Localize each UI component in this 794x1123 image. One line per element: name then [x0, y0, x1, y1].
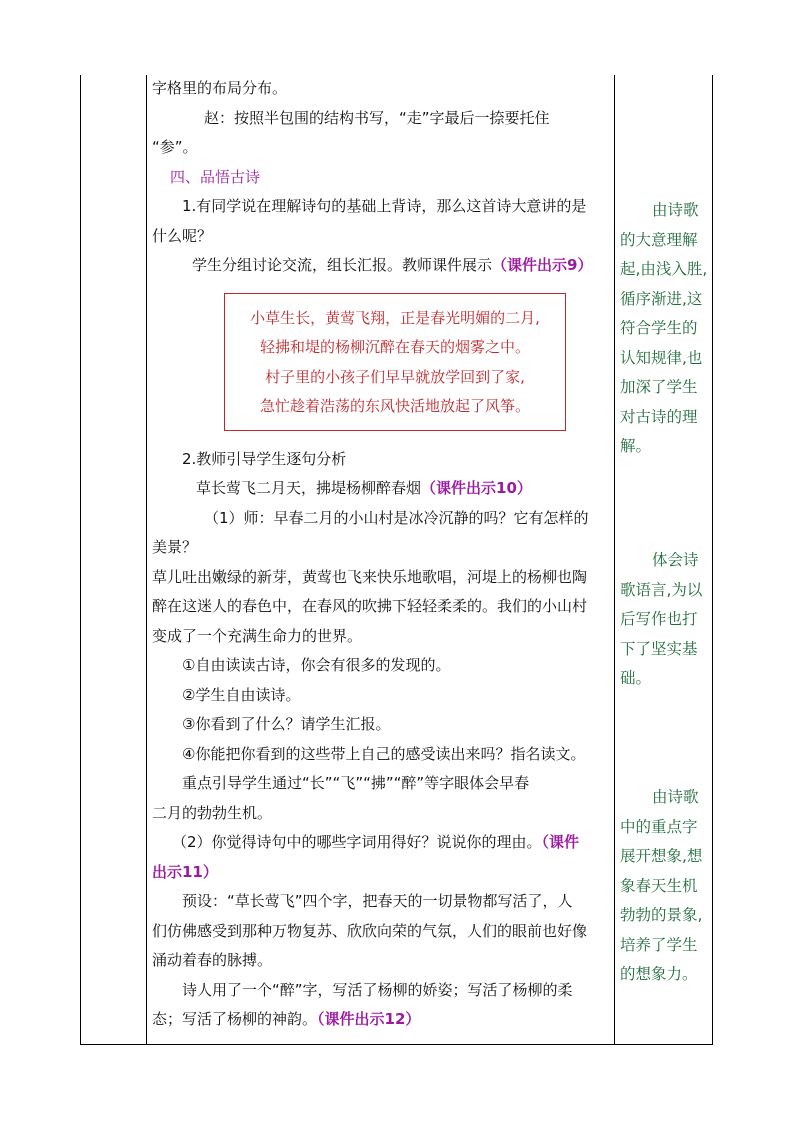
poem-line: 小草生长，黄莺飞翔，正是春光明媚的二月,: [250, 308, 540, 327]
table-border-left: [80, 75, 81, 1045]
note-line: 认知规律,也: [620, 348, 703, 367]
step-item: ③你看到了什么？请学生汇报。: [182, 715, 391, 733]
step-item: ②学生自由读诗。: [182, 685, 301, 704]
design-note-3: [620, 783, 714, 990]
discussion-text: 学生分组讨论交流，组长汇报。教师课件展示: [192, 256, 493, 274]
note-line: 的想象力。: [620, 965, 698, 983]
question-1: 1.有同学说在理解诗句的基础上背诗，那么这首诗大意讲的是: [182, 197, 587, 215]
note-line: 勃勃的景象,: [620, 906, 703, 924]
poem-line: 轻拂和堤的杨柳沉醉在春天的烟雾之中。: [259, 338, 530, 356]
courseware-tag: （课件出示10）: [421, 479, 532, 497]
note-line: 解。: [620, 437, 652, 455]
text-line: “参”。: [152, 138, 198, 156]
courseware-tag: （课件出示12）: [317, 1010, 421, 1028]
text-line: [152, 858, 614, 888]
preset-answer: 预设：“草长莺飞”四个字，把春天的一切景物都写活了，人: [182, 892, 573, 910]
description-line: 变成了一个充满生命力的世界。: [152, 626, 363, 645]
description-line: 草儿吐出嫩绿的新芽，黄莺也飞来快乐地歌唱，河堤上的杨柳也陶: [152, 567, 588, 586]
teacher-question-2: [152, 828, 614, 858]
note-line: 展开想象,想: [620, 847, 703, 865]
line-analysis: [152, 474, 614, 504]
poet-analysis: 诗人用了一个“醉”字，写活了杨柳的娇姿；写活了杨柳的柔: [182, 980, 573, 999]
question-text: （2）你觉得诗句中的哪些字词用得好？说说你的理由。: [172, 833, 542, 851]
poem-translation-box: [224, 293, 566, 431]
design-note-1: [620, 196, 714, 462]
table-border-col1: [146, 75, 147, 1045]
section-heading: 四、品悟古诗: [170, 167, 261, 186]
preset-answer: 们仿佛感受到那种万物复苏、欣欣向荣的气氛，人们的眼前也好像: [152, 921, 588, 940]
focus-line: 重点引导学生通过“长”“飞”“拂”“醉”等字眼体会早春: [182, 774, 530, 792]
poet-analysis-text: 态；写活了杨柳的神韵。: [152, 1010, 318, 1028]
note-line: 下了坚实基: [620, 639, 698, 658]
step-item: ④你能把你看到的这些带上自己的感受读出来吗？指名读文。: [182, 744, 586, 763]
note-line: 由诗歌: [652, 788, 699, 806]
focus-line: 二月的勃勃生机。: [152, 803, 273, 822]
text-line: 美景？: [152, 538, 198, 556]
note-line: 歌语言,为以: [620, 580, 703, 599]
note-line: 循序渐进,这: [620, 289, 703, 308]
discussion-line: [152, 251, 614, 281]
description-line: 醉在这迷人的春色中，在春风的吹拂下轻轻柔柔的。我们的小山村: [152, 597, 588, 615]
note-line: 础。: [620, 669, 652, 687]
courseware-tag: 出示11）: [152, 862, 218, 881]
text-line: 赵：按照半包围的结构书写，“走”字最后一捺要托住: [204, 108, 550, 127]
text-line: 字格里的布局分布。: [152, 79, 288, 97]
note-line: 后写作也打: [620, 610, 698, 628]
teaching-process-cell: [152, 74, 614, 1035]
note-line: 由诗歌: [652, 201, 699, 219]
note-line: 的大意理解: [620, 230, 698, 249]
note-line: 培养了学生: [620, 935, 698, 954]
note-line: 加深了学生: [620, 378, 698, 396]
poem-verse: 草长莺飞二月天，拂堤杨柳醉春烟: [196, 479, 422, 497]
step-item: ①自由读读古诗，你会有很多的发现的。: [182, 656, 451, 674]
poem-line: 村子里的小孩子们早早就放学回到了家,: [265, 367, 525, 386]
note-line: 符合学生的: [620, 319, 698, 337]
note-line: 象春天生机: [620, 876, 698, 895]
note-line: 起,由浅入胜,: [620, 260, 708, 278]
text-line: 什么呢？: [152, 226, 213, 245]
note-line: 体会诗: [652, 551, 699, 569]
table-border-col2: [614, 75, 615, 1045]
poem-line: 急忙趁着浩荡的东风快活地放起了风筝。: [259, 397, 530, 415]
design-note-2: [620, 546, 714, 694]
preset-answer: 涌动着春的脉搏。: [152, 951, 273, 969]
courseware-tag: （课件: [541, 833, 580, 851]
note-line: 中的重点字: [620, 817, 698, 836]
table-border-bottom: [80, 1044, 712, 1045]
courseware-tag: （课件出示9）: [492, 256, 593, 274]
question-2: 2.教师引导学生逐句分析: [182, 449, 347, 468]
teacher-question-1: （1）师：早春二月的小山村是冰冷沉静的吗？它有怎样的: [204, 508, 589, 527]
poet-analysis: [152, 1005, 614, 1035]
note-line: 对古诗的理: [620, 407, 698, 426]
